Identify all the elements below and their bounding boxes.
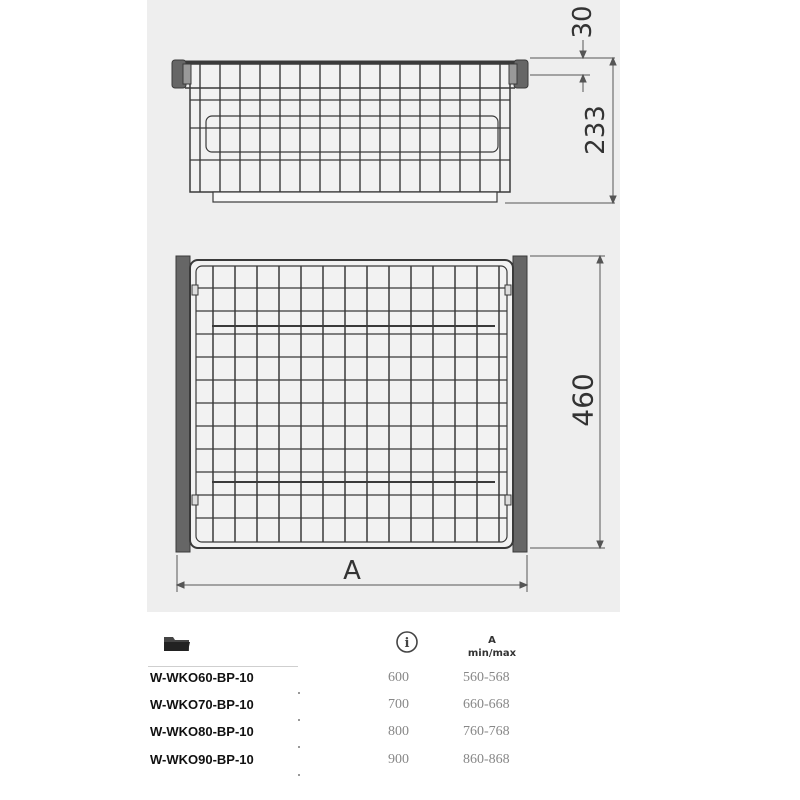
cabinet-width: 900: [388, 752, 409, 767]
a-range: 860-868: [463, 752, 510, 767]
row-separator-dot: [298, 746, 300, 748]
row-separator-dot: [298, 692, 300, 694]
dim-460-label: 460: [566, 373, 600, 427]
table-row: [0, 752, 800, 778]
basket-top-view: [176, 256, 527, 552]
folder-icon: [163, 634, 191, 652]
row-separator-dot: [298, 719, 300, 721]
table-row: [0, 697, 800, 723]
header-divider: [148, 666, 298, 667]
row-separator-dot: [298, 774, 300, 776]
column-a-subtitle: min/max: [467, 648, 517, 659]
info-icon: [395, 630, 419, 654]
a-range: 660-668: [463, 697, 510, 712]
dim-30-label: 30: [568, 5, 598, 39]
basket-side-view: [172, 60, 528, 202]
product-code: W-WKO90-BP-10: [150, 752, 254, 767]
cabinet-width: 600: [388, 670, 409, 685]
a-range: 560-568: [463, 670, 510, 685]
column-a-header: [462, 634, 522, 660]
product-code: W-WKO80-BP-10: [150, 724, 254, 739]
table-row: [0, 670, 800, 696]
product-code: W-WKO60-BP-10: [150, 670, 254, 685]
cabinet-width: 800: [388, 724, 409, 739]
dim-233-label: 233: [581, 105, 611, 155]
info-symbol: i: [404, 636, 410, 651]
column-a-title: A: [488, 635, 496, 646]
product-code: W-WKO70-BP-10: [150, 697, 254, 712]
dim-a-label: A: [343, 556, 361, 586]
a-range: 760-768: [463, 724, 510, 739]
cabinet-width: 700: [388, 697, 409, 712]
table-row: [0, 724, 800, 750]
